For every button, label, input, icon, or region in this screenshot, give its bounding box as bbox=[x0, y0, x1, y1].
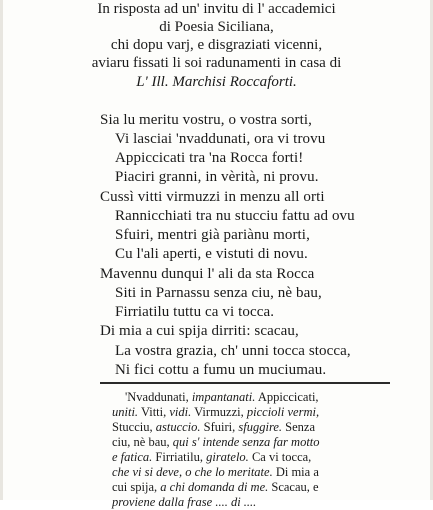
poem-line: Di mia a cui spija dirriti: scacau, bbox=[100, 323, 299, 339]
footnote-line: uniti. Vitti, vidi. Virmuzzi, piccioli vermi, bbox=[112, 405, 320, 419]
footnote-line: che vi si deve, o che lo meritate. Di mia a bbox=[112, 465, 319, 479]
footnote-line: e fatica. Firriatilu, giratelo. Ca vi tocca, bbox=[112, 450, 312, 464]
poem-line: Appiccicati tra 'na Rocca forti! bbox=[115, 150, 304, 166]
poem-line: Siti in Parnassu senza ciu, nè bau, bbox=[115, 285, 322, 301]
footnote-line: 'Nvaddunati, impantanati. Appiccicati, bbox=[125, 390, 319, 404]
header-line-3: chi dopu varj, e disgraziati vicenni, bbox=[110, 37, 323, 53]
poem-line: Firriatilu tuttu ca vi tocca. bbox=[115, 304, 275, 320]
footnote-line: proviene dalla frase .... di .... bbox=[112, 495, 257, 509]
header-dedicatee: L' Ill. Marchisi Rocca bbox=[136, 74, 268, 90]
header-line-5 bbox=[0, 73, 433, 91]
header-line-2: di Poesia Siciliana, bbox=[159, 19, 274, 35]
poem-line: Piaciri granni, in vèrità, ni provu. bbox=[115, 169, 319, 185]
footnote-line: Stucciu, astuccio. Sfuiri, sfuggire. Senza bbox=[112, 420, 316, 434]
poem-line: Cussì vitti virmuzzi in menzu all orti bbox=[100, 189, 325, 205]
header-line-1: In risposta ad un' invitu di l' accademici bbox=[97, 1, 336, 17]
poem-line: Sfuiri, mentri già pariànu morti, bbox=[115, 227, 310, 243]
poem-line: Mavennu dunqui l' ali da sta Rocca bbox=[100, 266, 315, 282]
poem-line: La vostra grazia, ch' unni tocca stocca, bbox=[115, 343, 351, 359]
header-line-4: aviaru fissati li soi radunamenti in casa di bbox=[91, 55, 342, 71]
footnote-line: ciu, nè bau, qui s' intende senza far motto bbox=[112, 435, 320, 449]
poem-line: Ni fici cottu a fumu un muciumau. bbox=[115, 362, 327, 378]
footnote-line: cui spija, a chi domanda di me. Scacau, e bbox=[112, 480, 319, 494]
header-dedicatee-suffix: forti. bbox=[267, 74, 297, 90]
poem-line: Cu l'ali aperti, e vistuti di novu. bbox=[115, 246, 308, 262]
footnote-rule bbox=[100, 382, 390, 384]
poem-line: Sia lu meritu vostru, o vostra sorti, bbox=[100, 112, 313, 128]
poem-line: Rannicchiati tra nu stucciu fattu ad ovu bbox=[115, 208, 355, 224]
poem-line: Vi lasciai 'nvaddunati, ora vi trovu bbox=[115, 131, 326, 147]
